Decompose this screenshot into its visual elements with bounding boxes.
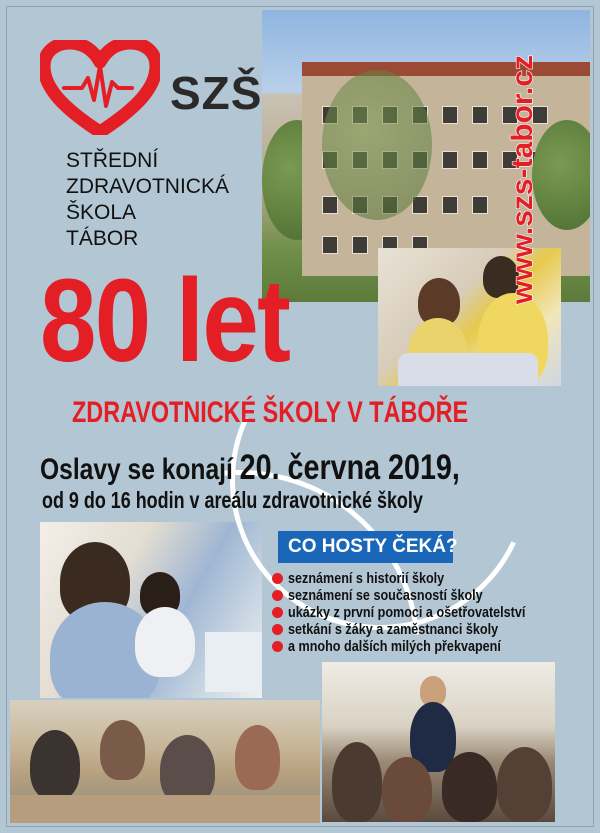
poster: www.szs-tabor.cz SZŠ STŘEDNÍ ZDRAVOTNICKÁ ŠKOLA TÁBOR 80 let ZDRAVOTNICKÉ ŠKOLY V TÁBOŘE Oslavy se konají 20. června 2019, od 9 do 16 hodin v areálu zdravotnické školy CO HOSTY ČEKÁ? seznámení s historií školy seznámení se současností školy ukázky z první pomoci a ošetřovatelství setkání s žáky a zaměstnanci školy a mnoho dalších milých překvapení [0,0,600,833]
bullet-dot-icon [272,641,283,652]
bullet-dot-icon [272,624,283,635]
bullet-dot-icon [272,607,283,618]
event-date: 20. června 2019, [239,448,460,487]
school-name [66,148,229,252]
website-url-vertical [498,20,542,310]
event-prefix: Oslavy se konají [40,453,233,486]
classroom-photo [10,700,320,823]
program-title: CO HOSTY ČEKÁ? [288,536,458,557]
anniversary-headline: 80 let [40,255,290,387]
school-name-line: ZDRAVOTNICKÁ [66,175,229,198]
event-details: od 9 do 16 hodin v areálu zdravotnické školy [42,487,423,513]
school-name-line: TÁBOR [66,227,139,250]
website-url: www.szs-tabor.cz [506,55,539,304]
event-date-line [40,448,460,488]
lecture-photo [322,662,555,822]
bullet-dot-icon [272,590,283,601]
students-lab-photo [40,522,262,698]
school-name-line: ŠKOLA [66,201,137,224]
anniversary-subheadline: ZDRAVOTNICKÉ ŠKOLY V TÁBOŘE [72,396,469,429]
heart-logo-icon [40,40,160,135]
program-title-box [278,531,458,563]
logo-abbreviation: SZŠ [170,67,263,119]
bullet-dot-icon [272,573,283,584]
school-name-line: STŘEDNÍ [66,149,159,172]
